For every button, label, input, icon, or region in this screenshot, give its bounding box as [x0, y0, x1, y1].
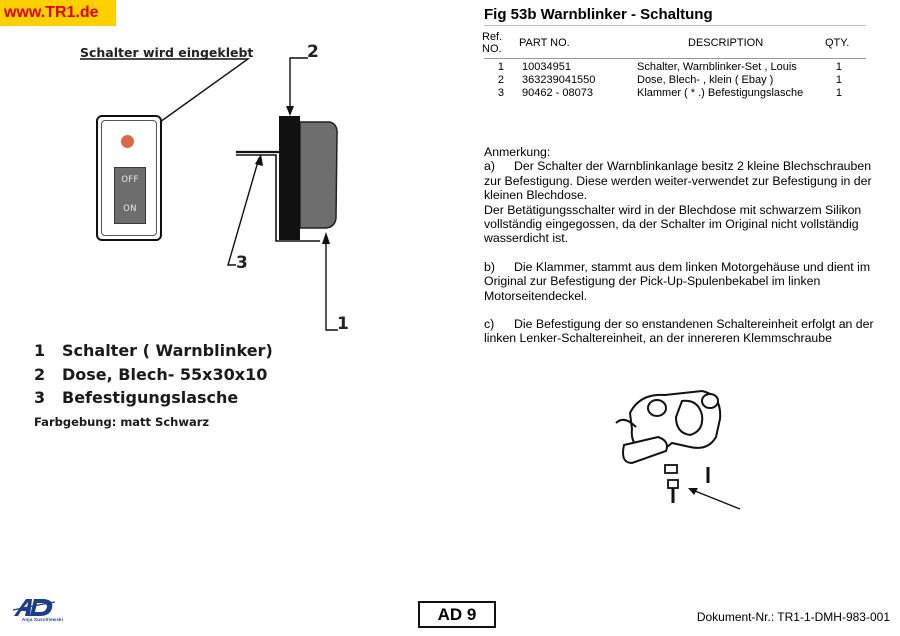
- legend-item: [34, 341, 273, 360]
- cell-qty: 1: [835, 61, 842, 73]
- callout-3-leader: [228, 158, 259, 265]
- cell-qty: 1: [835, 74, 842, 86]
- callout-2-arrowhead: [286, 106, 294, 116]
- legend-number: 2: [34, 365, 46, 384]
- note-c: [484, 317, 889, 346]
- cell-part: 363239041550: [522, 74, 596, 86]
- callout-1-arrowhead: [322, 232, 330, 244]
- ref-header-line1: Ref.: [482, 31, 503, 43]
- cell-ref: 1: [497, 61, 504, 73]
- note-a-continued: Der Betätigungsschalter wird in der Blechdose mit schwarzem Silikon vollständig eingegossen, da der Schalter im Original nicht vollständig wasserdicht ist.: [484, 202, 862, 246]
- screw-head: [668, 480, 678, 488]
- clamp-bore: [676, 401, 702, 435]
- table-header-part: PART NO.: [519, 37, 570, 49]
- table-header-description: DESCRIPTION: [688, 37, 764, 49]
- callout-2-label: 2: [307, 42, 319, 62]
- brand-url-link[interactable]: www.TR1.de: [0, 0, 116, 26]
- callout-2-leader: [290, 58, 308, 114]
- note-c-text: Die Befestigung der so enstandenen Schaltereinheit erfolgt an der linken Lenker-Schaltereinheit, an der innereren Klemmschraube: [484, 317, 874, 346]
- legend-item: [34, 365, 267, 384]
- switch-side-body: [300, 122, 337, 228]
- legend-item: [34, 388, 238, 407]
- cell-description: Dose, Blech- , klein ( Ebay ): [637, 74, 774, 86]
- table-row: [484, 74, 866, 87]
- switch-front-view: [96, 115, 162, 241]
- callout-1-label: 1: [337, 314, 349, 334]
- cell-ref: 3: [497, 87, 504, 99]
- pointer-arrow-line: [690, 489, 740, 509]
- cell-qty: 1: [835, 87, 842, 99]
- table-row: [484, 87, 866, 100]
- handlebar-clamp-illustration: [610, 385, 750, 515]
- note-b-text: Die Klammer, stammt aus dem linken Motorgehäuse und dient im Original zur Befestigung der Pick-Up-Spulenbekabel im linken Motorseitendeckel.: [484, 259, 871, 303]
- legend-text: Befestigungslasche: [62, 388, 239, 407]
- note-b-label: b): [484, 259, 495, 274]
- figure-title: Fig 53b Warnblinker - Schaltung: [484, 6, 713, 23]
- notes-heading: Anmerkung:: [484, 145, 551, 159]
- callout-3-label: 3: [236, 253, 248, 273]
- blech-box-side: [279, 116, 300, 240]
- legend-text: Dose, Blech- 55x30x10: [62, 365, 268, 384]
- rocker-switch: [114, 167, 146, 224]
- legend-number: 3: [34, 388, 46, 407]
- logo-caption: Anja Suschlewski: [22, 617, 64, 622]
- glued-leader-line: [80, 59, 248, 122]
- note-a-label: a): [484, 159, 495, 174]
- cell-part: 10034951: [522, 61, 571, 73]
- clamp-boss-left: [648, 400, 666, 416]
- legend-text: Schalter ( Warnblinker): [62, 341, 273, 360]
- document-number: Dokument-Nr.: TR1-1-DMH-983-001: [696, 610, 890, 624]
- ref-header-line2: NO.: [482, 43, 502, 55]
- switch-technical-drawing: [0, 0, 480, 340]
- table-header-qty: QTY.: [825, 37, 850, 49]
- cell-description: Klammer ( * .) Befestigungslasche: [637, 87, 804, 99]
- table-header-ref: [482, 31, 508, 55]
- lever-arm: [623, 437, 667, 463]
- note-a-text: Der Schalter der Warnblinkanlage besitz 2 kleine Blechschrauben zur Befestigung. Diese werden weiter-verwendet zur Befestigung in der kleinen Blechdose.: [484, 159, 872, 203]
- screw-nut: [665, 465, 677, 473]
- table-header-divider: [484, 58, 866, 59]
- color-note: Farbgebung: matt Schwarz: [34, 415, 210, 429]
- cell-description: Schalter, Warnblinker-Set , Louis: [637, 61, 797, 73]
- rocker-off-label: OFF: [121, 175, 139, 185]
- legend-number: 1: [34, 341, 46, 360]
- cell-part: 90462 - 08073: [522, 87, 593, 99]
- table-row: [484, 61, 866, 74]
- glued-note-label: Schalter wird eingeklebt: [80, 45, 254, 60]
- rocker-on-label: ON: [123, 204, 137, 214]
- note-c-label: c): [484, 317, 495, 332]
- title-divider: [484, 25, 866, 26]
- note-a: [484, 159, 889, 202]
- ad-logo-icon: [12, 596, 56, 618]
- clamp-boss-right: [702, 394, 718, 408]
- switch-led-indicator: [121, 135, 134, 148]
- note-b: [484, 260, 889, 303]
- page-number-box: AD 9: [418, 601, 496, 628]
- cell-ref: 2: [497, 74, 504, 86]
- notes-section: [484, 145, 889, 346]
- callout-1-leader: [326, 236, 338, 330]
